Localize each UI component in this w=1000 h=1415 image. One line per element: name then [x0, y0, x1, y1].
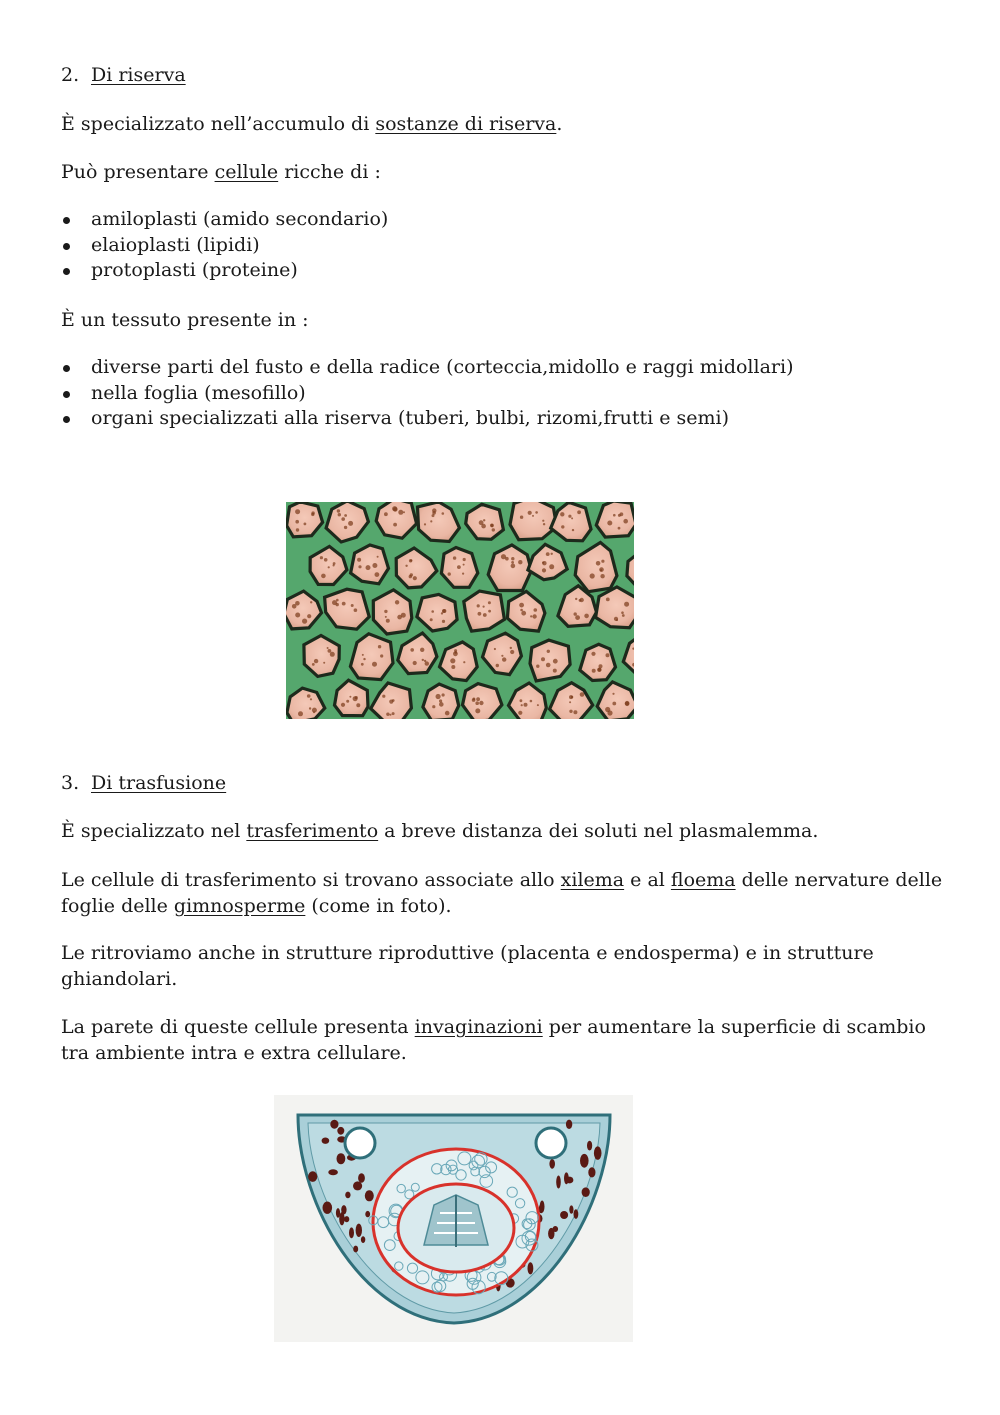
amyloplast-dot: [448, 572, 451, 575]
amyloplast-dot: [546, 663, 551, 668]
paragraph: È un tessuto presente in :: [61, 309, 309, 331]
amyloplast-dot: [483, 606, 485, 608]
amyloplast-dot: [580, 598, 584, 602]
list-item: [61, 406, 794, 432]
amyloplast-dot: [618, 514, 621, 517]
chloroplast-mark: [594, 1146, 602, 1159]
amyloplast-dot: [568, 515, 571, 518]
amyloplast-dot: [450, 658, 455, 663]
amyloplast-dot: [534, 608, 538, 612]
amyloplast-dot: [377, 556, 379, 558]
chloroplast-mark: [582, 1187, 590, 1197]
amyloplast-dot: [358, 565, 361, 568]
amyloplast-dot: [463, 564, 465, 566]
amyloplast-dot: [530, 615, 532, 617]
amyloplast-dot: [597, 668, 601, 672]
amyloplast-dot: [346, 700, 349, 703]
section-number: 2.: [61, 64, 80, 86]
amyloplast-dot: [537, 704, 539, 706]
amyloplast-dot: [542, 561, 546, 565]
text-run: delle nervature delle foglie delle: [61, 869, 943, 917]
text-run: È specializzato nell’accumulo di: [61, 113, 376, 135]
amyloplast-dot: [481, 524, 486, 529]
amyloplast-dot: [453, 556, 456, 559]
amyloplast-dot: [451, 665, 455, 669]
amyloplast-dot: [390, 714, 392, 716]
chloroplast-mark: [341, 1205, 346, 1214]
amyloplast-dot: [375, 572, 380, 577]
amyloplast-dot: [302, 619, 307, 624]
amyloplast-dot: [392, 712, 395, 715]
chloroplast-mark: [569, 1205, 573, 1213]
chloroplast-mark: [566, 1177, 574, 1184]
amyloplast-dot: [311, 513, 314, 516]
amyloplast-dot: [430, 618, 433, 621]
list-item: [61, 207, 388, 233]
amyloplast-dot: [432, 508, 436, 512]
amyloplast-dot: [463, 558, 466, 561]
amyloplast-dot: [475, 701, 479, 705]
chloroplast-mark: [587, 1141, 592, 1151]
amyloplast-dot: [618, 527, 621, 530]
amyloplast-dot: [572, 529, 574, 531]
bullet-list-organelles: [61, 207, 388, 284]
amyloplast-dot: [549, 564, 554, 569]
text-run: Può presentare: [61, 161, 215, 183]
amyloplast-dot: [422, 659, 424, 661]
amyloplast-dot: [607, 521, 612, 526]
amyloplast-dot: [483, 519, 485, 521]
list-item-text: elaioplasti (lipidi): [91, 233, 260, 256]
amyloplast-dot: [613, 514, 616, 517]
list-item: [61, 381, 794, 407]
chloroplast-mark: [574, 1209, 579, 1219]
section-title: Di trasfusione: [91, 772, 227, 794]
amyloplast-dot: [577, 510, 581, 514]
chloroplast-mark: [365, 1190, 374, 1201]
amyloplast-dot: [445, 711, 450, 716]
list-item-text: diverse parti del fusto e della radice (corteccia,midollo e raggi midollari): [91, 356, 794, 378]
amyloplast-dot: [442, 620, 445, 623]
amyloplast-dot: [575, 615, 580, 620]
section-3-heading: [61, 770, 226, 796]
text-run: La parete di queste cellule presenta: [61, 1016, 415, 1038]
list-item-text: amiloplasti (amido secondario): [91, 208, 389, 230]
text-run: ricche di :: [278, 161, 381, 183]
amyloplast-dot: [541, 657, 545, 661]
amyloplast-dot: [351, 604, 354, 607]
amyloplast-dot: [510, 647, 512, 649]
amyloplast-dot: [341, 703, 345, 707]
chloroplast-mark: [308, 1171, 317, 1182]
amyloplast-dot: [354, 608, 358, 612]
amyloplast-dot: [424, 523, 426, 525]
amyloplast-dot: [472, 698, 476, 702]
parenchyma-cell: [580, 644, 616, 680]
chloroplast-mark: [361, 1236, 365, 1243]
amyloplast-dot: [621, 611, 624, 614]
amyloplast-dot: [328, 649, 332, 653]
amyloplast-dot: [542, 568, 546, 572]
amyloplast-dot: [520, 699, 523, 702]
amyloplast-dot: [521, 704, 523, 706]
amyloplast-dot: [441, 612, 443, 614]
underlined-term: xilema: [560, 869, 625, 891]
paragraph: [61, 111, 562, 137]
amyloplast-dot: [321, 574, 326, 579]
amyloplast-dot: [353, 696, 358, 701]
amyloplast-dot: [349, 696, 351, 698]
parenchyma-cell: [596, 502, 634, 537]
amyloplast-dot: [590, 573, 595, 578]
amyloplast-dot: [606, 598, 610, 602]
amyloplast-dot: [553, 659, 558, 664]
underlined-term: sostanze di riserva: [375, 113, 557, 135]
chloroplast-mark: [560, 1211, 568, 1219]
amyloplast-dot: [547, 650, 550, 653]
amyloplast-dot: [395, 600, 399, 604]
amyloplast-dot: [386, 619, 390, 623]
amyloplast-dot: [501, 554, 506, 559]
parenchyma-cell: [510, 502, 557, 540]
amyloplast-dot: [532, 614, 536, 618]
text-run: Le cellule di trasferimento si trovano associate allo: [61, 869, 561, 891]
chloroplast-mark: [330, 1120, 338, 1129]
section-number: 3.: [61, 772, 80, 794]
amyloplast-dot: [392, 699, 395, 702]
amyloplast-dot: [323, 662, 325, 664]
amyloplast-dot: [543, 523, 545, 525]
chloroplast-mark: [365, 1211, 370, 1217]
bullet-icon: [63, 217, 70, 224]
amyloplast-dot: [384, 610, 387, 613]
amyloplast-dot: [584, 614, 589, 619]
chloroplast-mark: [358, 1173, 365, 1183]
amyloplast-dot: [492, 528, 495, 531]
amyloplast-dot: [310, 601, 312, 603]
amyloplast-dot: [295, 509, 300, 514]
amyloplast-dot: [518, 711, 522, 715]
amyloplast-dot: [362, 654, 364, 656]
amyloplast-dot: [328, 566, 330, 568]
amyloplast-dot: [314, 659, 318, 663]
amyloplast-dot: [569, 695, 573, 699]
amyloplast-dot: [622, 614, 625, 617]
amyloplast-dot: [382, 695, 385, 698]
amyloplast-dot: [612, 702, 616, 706]
amyloplast-dot: [378, 645, 381, 648]
amyloplast-dot: [561, 525, 564, 528]
amyloplast-dot: [502, 657, 506, 661]
amyloplast-dot: [521, 611, 526, 616]
amyloplast-dot: [596, 561, 601, 566]
bullet-icon: [63, 243, 70, 250]
underlined-term: invaginazioni: [414, 1016, 543, 1038]
amyloplast-dot: [401, 613, 406, 618]
amyloplast-dot: [510, 650, 514, 654]
amyloplast-dot: [410, 648, 414, 652]
list-item: [61, 233, 388, 259]
amyloplast-dot: [393, 507, 398, 512]
amyloplast-dot: [575, 598, 577, 600]
amyloplast-dot: [580, 692, 585, 697]
paragraph: [61, 1014, 946, 1066]
amyloplast-dot: [327, 647, 329, 649]
paragraph: [61, 159, 381, 185]
amyloplast-dot: [569, 710, 572, 713]
chloroplast-mark: [353, 1181, 362, 1190]
amyloplast-dot: [612, 693, 614, 695]
amyloplast-dot: [476, 697, 480, 701]
amyloplast-dot: [496, 664, 499, 667]
amyloplast-dot: [385, 616, 387, 618]
amyloplast-dot: [307, 614, 311, 618]
amyloplast-dot: [574, 612, 577, 615]
amyloplast-dot: [341, 517, 345, 521]
amyloplast-dot: [528, 511, 532, 515]
list-item: [61, 258, 388, 284]
underlined-term: floema: [670, 869, 736, 891]
amyloplast-dot: [454, 651, 457, 654]
amyloplast-dot: [330, 652, 335, 657]
list-item-text: protoplasti (proteine): [91, 259, 298, 281]
amyloplast-dot: [333, 562, 336, 565]
amyloplast-dot: [488, 601, 491, 604]
amyloplast-dot: [320, 556, 323, 559]
amyloplast-dot: [524, 703, 528, 707]
list-item-text: organi specializzati alla riserva (tuberi, bulbi, rizomi,frutti e semi): [91, 407, 729, 429]
amyloplast-dot: [439, 702, 444, 707]
text-run: a breve distanza dei soluti nel plasmalemma.: [378, 820, 819, 842]
chloroplast-mark: [337, 1127, 344, 1135]
amyloplast-dot: [432, 705, 435, 708]
amyloplast-dot: [600, 574, 604, 578]
chloroplast-mark: [580, 1154, 589, 1168]
paragraph: [61, 818, 818, 844]
amyloplast-dot: [430, 520, 432, 522]
chloroplast-mark: [345, 1192, 350, 1199]
amyloplast-dot: [623, 519, 628, 524]
amyloplast-dot: [501, 655, 503, 657]
list-item: [61, 355, 794, 381]
amyloplast-dot: [436, 694, 441, 699]
amyloplast-dot: [363, 658, 365, 660]
amyloplast-dot: [553, 669, 557, 673]
amyloplast-dot: [313, 711, 315, 713]
amyloplast-dot: [380, 654, 383, 657]
text-run: per aumentare la superficie di scambio tra ambiente intra e extra cellulare.: [61, 1016, 926, 1064]
amyloplast-dot: [520, 516, 523, 519]
amyloplast-dot: [606, 653, 610, 657]
amyloplast-dot: [307, 694, 311, 698]
chloroplast-mark: [323, 1202, 333, 1214]
chloroplast-mark: [344, 1216, 349, 1222]
amyloplast-dot: [573, 710, 577, 714]
amyloplast-dot: [372, 662, 377, 667]
text-run: e al: [624, 869, 671, 891]
amyloplast-dot: [398, 510, 403, 515]
amyloplast-dot: [324, 558, 328, 562]
amyloplast-dot: [490, 524, 493, 527]
amyloplast-dot: [405, 565, 407, 567]
bullet-icon: [63, 268, 70, 275]
amyloplast-dot: [403, 511, 405, 513]
amyloplast-dot: [625, 702, 630, 707]
chloroplast-mark: [556, 1176, 561, 1189]
amyloplast-dot: [424, 660, 426, 662]
amyloplast-dot: [348, 521, 353, 526]
bullet-icon: [63, 416, 70, 423]
amyloplast-dot: [551, 553, 553, 555]
amyloplast-dot: [409, 559, 412, 562]
amyloplast-dot: [361, 663, 364, 666]
amyloplast-dot: [511, 561, 514, 564]
leaf-cross-section-image: [274, 1095, 633, 1342]
bullet-icon: [63, 365, 70, 372]
chloroplast-mark: [549, 1159, 555, 1169]
underlined-term: trasferimento: [246, 820, 379, 842]
amyloplast-dot: [338, 513, 341, 516]
amyloplast-dot: [356, 703, 360, 707]
amyloplast-dot: [624, 602, 629, 607]
amyloplast-dot: [601, 560, 604, 563]
amyloplast-dot: [479, 701, 483, 705]
amyloplast-dot: [344, 514, 347, 517]
amyloplast-dot: [546, 552, 550, 556]
bullet-list-locations: [61, 355, 794, 432]
section-title: Di riserva: [91, 64, 186, 86]
amyloplast-dot: [413, 661, 417, 665]
amyloplast-dot: [431, 610, 434, 613]
amyloplast-dot: [310, 698, 312, 700]
amyloplast-dot: [295, 613, 300, 618]
amyloplast-dot: [600, 569, 602, 571]
amyloplast-dot: [488, 610, 491, 613]
text-run: È specializzato nel: [61, 820, 247, 842]
amyloplast-dot: [384, 512, 388, 516]
amyloplast-dot: [292, 604, 297, 609]
amyloplast-dot: [420, 648, 424, 652]
amyloplast-dot: [413, 576, 417, 580]
parenchyma-cell: [351, 545, 389, 584]
amyloplast-dot: [478, 612, 482, 616]
amyloplast-dot: [477, 604, 480, 607]
amyloplast-dot: [607, 710, 612, 715]
paragraph: [61, 867, 946, 919]
amyloplast-dot: [295, 520, 299, 524]
amyloplast-dot: [304, 523, 307, 526]
text-run: .: [556, 113, 563, 135]
amyloplast-dot: [519, 603, 524, 608]
amyloplast-dot: [518, 560, 522, 564]
amyloplast-dot: [386, 713, 389, 716]
amyloplast-dot: [332, 600, 337, 605]
amyloplast-dot: [511, 564, 516, 569]
chloroplast-mark: [548, 1228, 554, 1239]
parenchyma-cell: [350, 634, 393, 680]
chloroplast-mark: [322, 1138, 330, 1144]
list-item-text: nella foglia (mesofillo): [91, 381, 306, 404]
chloroplast-mark: [528, 1262, 534, 1274]
amyloplast-dot: [494, 648, 496, 650]
amyloplast-dot: [591, 652, 595, 656]
parenchyma-cells-image: [286, 502, 634, 719]
amyloplast-dot: [344, 526, 347, 529]
amyloplast-dot: [614, 617, 618, 621]
amyloplast-dot: [520, 609, 523, 612]
amyloplast-dot: [442, 693, 445, 696]
bullet-icon: [63, 391, 70, 398]
amyloplast-dot: [309, 707, 311, 709]
underlined-term: gimnosperme: [173, 895, 306, 917]
amyloplast-dot: [410, 573, 413, 576]
chloroplast-mark: [337, 1153, 346, 1164]
amyloplast-dot: [462, 573, 464, 575]
amyloplast-dot: [298, 711, 303, 716]
amyloplast-dot: [542, 520, 544, 522]
underlined-term: cellule: [214, 161, 279, 183]
amyloplast-dot: [439, 699, 442, 702]
amyloplast-dot: [511, 557, 514, 560]
amyloplast-dot: [560, 512, 564, 516]
chloroplast-mark: [588, 1167, 595, 1177]
amyloplast-dot: [357, 558, 361, 562]
amyloplast-dot: [571, 517, 573, 519]
paragraph: Le ritroviamo anche in strutture riproduttive (placenta e endosperma) e in strutture ghiandolari.: [61, 942, 874, 990]
chloroplast-mark: [356, 1224, 362, 1237]
amyloplast-dot: [337, 509, 340, 512]
chloroplast-mark: [349, 1227, 354, 1238]
parenchyma-micrograph: [286, 502, 634, 719]
amyloplast-dot: [535, 511, 538, 514]
amyloplast-dot: [532, 515, 534, 517]
leaf-cross-section-micrograph: [274, 1095, 633, 1342]
amyloplast-dot: [530, 700, 533, 703]
section-2-heading: [61, 62, 186, 88]
amyloplast-dot: [442, 512, 445, 515]
text-run: (come in foto).: [305, 895, 452, 917]
amyloplast-dot: [599, 664, 603, 668]
amyloplast-dot: [296, 528, 299, 531]
amyloplast-dot: [342, 602, 346, 606]
amyloplast-dot: [366, 565, 371, 570]
amyloplast-dot: [483, 613, 487, 617]
amyloplast-dot: [463, 661, 465, 663]
chloroplast-mark: [328, 1169, 338, 1175]
chloroplast-mark: [566, 1120, 572, 1129]
amyloplast-dot: [457, 565, 461, 569]
chloroplast-mark: [353, 1246, 358, 1253]
amyloplast-dot: [393, 523, 397, 527]
amyloplast-dot: [592, 669, 596, 673]
amyloplast-dot: [569, 701, 571, 703]
amyloplast-dot: [312, 663, 315, 666]
amyloplast-dot: [536, 665, 539, 668]
amyloplast-dot: [372, 563, 377, 568]
amyloplast-dot: [442, 609, 446, 613]
amyloplast-dot: [475, 708, 480, 713]
